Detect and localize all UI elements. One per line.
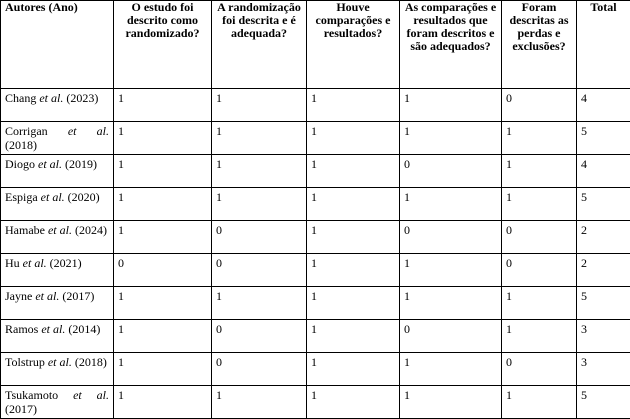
header-losses: Foram descritas as perdas e exclusões?: [502, 1, 577, 89]
score-comparisons: 1: [307, 386, 400, 419]
et-al: et al.: [48, 355, 72, 369]
score-comparisons-adequate: 0: [400, 155, 502, 188]
author-year: (2018): [75, 355, 107, 369]
author-cell: [1, 122, 114, 155]
header-randomized: O estudo foi descrito como randomizado?: [114, 1, 212, 89]
author-cell: [1, 320, 114, 353]
header-randomization-adequate: A randomização foi descrita e é adequada?: [212, 1, 307, 89]
score-comparisons-adequate: 1: [400, 353, 502, 386]
author-year: (2021): [50, 256, 82, 270]
author-year: (2020): [68, 190, 100, 204]
score-comparisons-adequate: 1: [400, 386, 502, 419]
author-name: Jayne: [5, 289, 32, 303]
score-losses: 1: [502, 155, 577, 188]
table-row: [1, 188, 630, 221]
score-total: 4: [577, 89, 630, 122]
score-comparisons-adequate: 1: [400, 254, 502, 287]
header-total: Total: [577, 1, 630, 89]
et-al: et al.: [39, 91, 63, 105]
score-comparisons: 1: [307, 89, 400, 122]
score-losses: 0: [502, 254, 577, 287]
score-losses: 0: [502, 221, 577, 254]
score-losses: 1: [502, 287, 577, 320]
author-cell: [1, 254, 114, 287]
author-year: (2017): [62, 289, 94, 303]
score-comparisons: 1: [307, 254, 400, 287]
author-name: Corrigan: [5, 124, 48, 138]
et-al: et al.: [41, 190, 65, 204]
author-name: Diogo: [5, 157, 35, 171]
header-row: [1, 1, 630, 89]
score-randomization-adequate: 1: [212, 287, 307, 320]
table-row: [1, 386, 630, 419]
table-row: [1, 122, 630, 155]
score-randomized: 1: [114, 188, 212, 221]
score-randomization-adequate: 1: [212, 155, 307, 188]
score-randomization-adequate: 1: [212, 122, 307, 155]
score-randomized: 1: [114, 155, 212, 188]
table-row: [1, 89, 630, 122]
author-year: (2018): [5, 138, 37, 152]
author-name: Ramos: [5, 322, 38, 336]
score-randomization-adequate: 1: [212, 386, 307, 419]
score-comparisons: 1: [307, 155, 400, 188]
author-name: Tsukamoto: [5, 388, 58, 402]
score-randomized: 1: [114, 353, 212, 386]
score-comparisons-adequate: 1: [400, 89, 502, 122]
author-cell: [1, 353, 114, 386]
header-authors: Autores (Ano): [1, 1, 114, 89]
score-randomization-adequate: 0: [212, 254, 307, 287]
et-al: et al.: [73, 388, 109, 402]
score-comparisons-adequate: 0: [400, 320, 502, 353]
table-row: [1, 320, 630, 353]
score-randomized: 0: [114, 254, 212, 287]
score-total: 3: [577, 353, 630, 386]
author-name: Espiga: [5, 190, 38, 204]
author-year: (2023): [66, 91, 98, 105]
author-year: (2014): [68, 322, 100, 336]
score-comparisons-adequate: 1: [400, 287, 502, 320]
et-al: et al.: [35, 289, 59, 303]
author-name: Hamabe: [5, 223, 45, 237]
author-cell: [1, 287, 114, 320]
author-cell: [1, 89, 114, 122]
score-losses: 0: [502, 89, 577, 122]
score-total: 2: [577, 221, 630, 254]
score-randomization-adequate: 0: [212, 353, 307, 386]
et-al: et al.: [41, 322, 65, 336]
author-cell: [1, 188, 114, 221]
header-comparisons: Houve comparações e resultados?: [307, 1, 400, 89]
et-al: et al.: [48, 223, 72, 237]
score-randomization-adequate: 1: [212, 188, 307, 221]
author-cell: [1, 155, 114, 188]
score-comparisons-adequate: 1: [400, 122, 502, 155]
score-randomized: 1: [114, 122, 212, 155]
score-randomization-adequate: 0: [212, 320, 307, 353]
table-row: [1, 353, 630, 386]
author-name: Hu: [5, 256, 20, 270]
score-randomized: 1: [114, 320, 212, 353]
score-total: 5: [577, 188, 630, 221]
score-randomized: 1: [114, 221, 212, 254]
author-year: (2017): [5, 402, 37, 416]
score-comparisons-adequate: 1: [400, 188, 502, 221]
score-comparisons: 1: [307, 287, 400, 320]
score-comparisons: 1: [307, 320, 400, 353]
score-losses: 0: [502, 353, 577, 386]
score-randomization-adequate: 0: [212, 221, 307, 254]
score-randomized: 1: [114, 386, 212, 419]
score-comparisons: 1: [307, 353, 400, 386]
author-cell: [1, 221, 114, 254]
table-row: [1, 221, 630, 254]
score-total: 3: [577, 320, 630, 353]
author-year: (2019): [65, 157, 97, 171]
et-al: et al.: [68, 124, 109, 138]
score-total: 5: [577, 287, 630, 320]
score-randomized: 1: [114, 287, 212, 320]
score-losses: 1: [502, 386, 577, 419]
author-cell: [1, 386, 114, 419]
header-comparisons-adequate: As comparações e resultados que foram descritos e são adequados?: [400, 1, 502, 89]
score-losses: 1: [502, 320, 577, 353]
score-losses: 1: [502, 188, 577, 221]
score-randomization-adequate: 1: [212, 89, 307, 122]
et-al: et al.: [23, 256, 47, 270]
author-name: Tolstrup: [5, 355, 45, 369]
score-total: 4: [577, 155, 630, 188]
score-randomized: 1: [114, 89, 212, 122]
score-total: 5: [577, 386, 630, 419]
author-year: (2024): [75, 223, 107, 237]
table-row: [1, 287, 630, 320]
score-total: 2: [577, 254, 630, 287]
table-row: [1, 254, 630, 287]
score-comparisons: 1: [307, 122, 400, 155]
table-row: [1, 155, 630, 188]
score-comparisons: 1: [307, 188, 400, 221]
score-comparisons-adequate: 0: [400, 221, 502, 254]
author-name: Chang: [5, 91, 36, 105]
score-losses: 1: [502, 122, 577, 155]
et-al: et al.: [38, 157, 62, 171]
score-total: 5: [577, 122, 630, 155]
score-comparisons: 1: [307, 221, 400, 254]
